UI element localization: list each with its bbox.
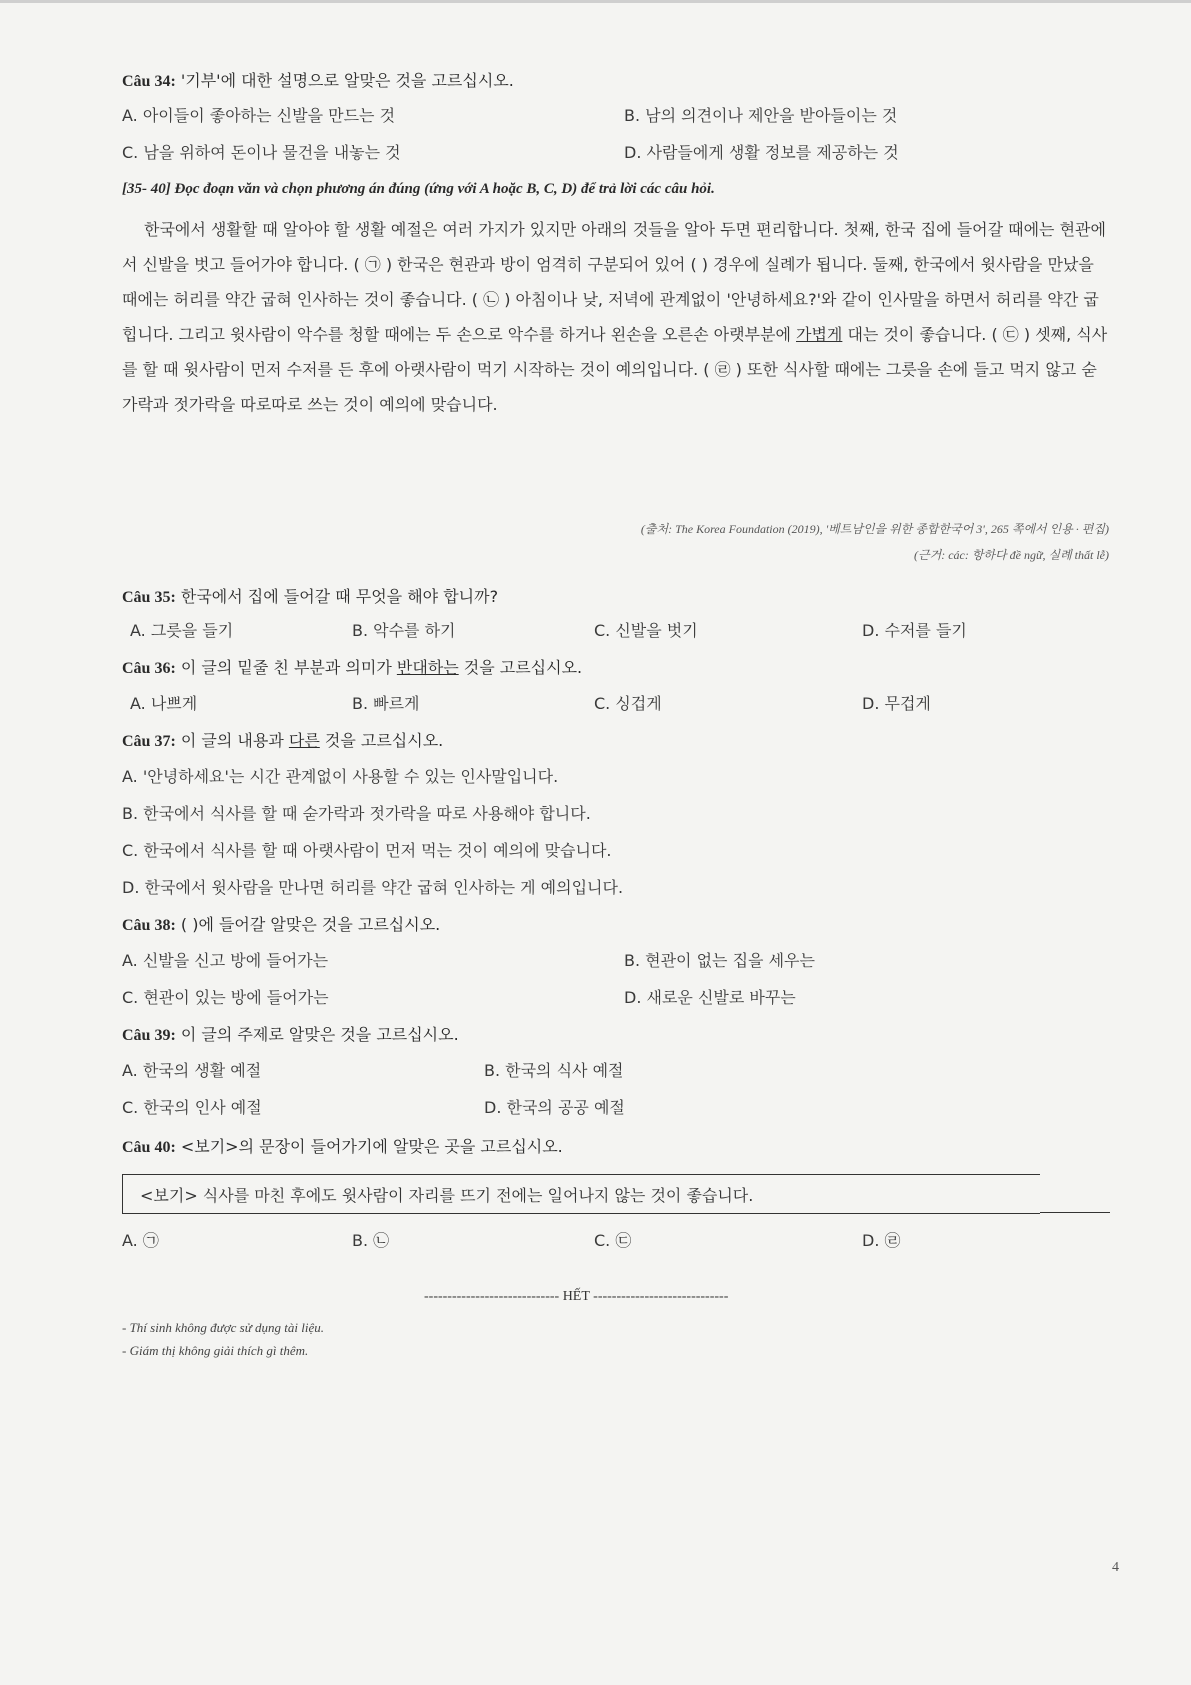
note-2: - Giám thị không giải thích gì thêm. — [122, 1343, 309, 1358]
question-40-text: <보기>의 문장이 들어가기에 알맞은 곳을 고르십시오. — [175, 1137, 563, 1156]
question-39 — [122, 1022, 459, 1045]
question-39-number: Câu 39: — [122, 1027, 176, 1044]
q39-option-b: B. 한국의 식사 예절 — [484, 1061, 624, 1080]
question-37-text-a: 이 글의 내용과 — [175, 731, 289, 750]
question-38 — [122, 912, 440, 935]
q40-option-d: D. ㉣ — [862, 1231, 901, 1250]
example-box-text: <보기> 식사를 마친 후에도 윗사람이 자리를 뜨기 전에는 일어나지 않는 것이 좋습니다. — [140, 1186, 754, 1205]
question-38-text: ( )에 들어갈 알맞은 것을 고르십시오. — [175, 915, 441, 934]
q36-option-d: D. 무겁게 — [862, 694, 931, 713]
q38-option-d: D. 새로운 신발로 바꾸는 — [624, 988, 796, 1007]
passage-source: (출처: The Korea Foundation (2019), '베트남인을 위한 종합한국어 3', 265 쪽에서 인용 · 편집) — [640, 522, 1109, 536]
question-37-underlined: 다른 — [288, 731, 320, 750]
q40-option-a: A. ㉠ — [122, 1231, 159, 1250]
q34-option-a: A. 아이들이 좋아하는 신발을 만드는 것 — [122, 106, 396, 125]
q40-option-b: B. ㉡ — [352, 1231, 390, 1250]
q38-option-a: A. 신발을 신고 방에 들어가는 — [122, 951, 329, 970]
q36-option-c: C. 싱겁게 — [594, 694, 662, 713]
q34-option-b: B. 남의 의견이나 제안을 받아들이는 것 — [624, 106, 898, 125]
question-40 — [122, 1134, 563, 1157]
q38-option-b: B. 현관이 없는 집을 세우는 — [624, 951, 815, 970]
end-mark: ----------------------------- HẾT ----------------------------- — [424, 1289, 729, 1304]
q37-option-b: B. 한국에서 식사를 할 때 숟가락과 젓가락을 따로 사용해야 합니다. — [122, 804, 591, 823]
question-36-text-b: 것을 고르십시오. — [458, 658, 583, 677]
q37-option-c: C. 한국에서 식사를 할 때 아랫사람이 먼저 먹는 것이 예의에 맞습니다. — [122, 841, 612, 860]
note-1: - Thí sinh không được sử dụng tài liệu. — [122, 1320, 325, 1335]
question-34 — [122, 68, 514, 91]
q35-option-c: C. 신발을 벗기 — [594, 621, 698, 640]
q34-option-c: C. 남을 위하여 돈이나 물건을 내놓는 것 — [122, 143, 401, 162]
question-40-number: Câu 40: — [122, 1139, 176, 1156]
q35-option-a: A. 그릇을 들기 — [130, 621, 234, 640]
q36-option-a: A. 나쁘게 — [130, 694, 198, 713]
passage-underlined-word: 가볍게 — [796, 325, 843, 344]
question-39-text: 이 글의 주제로 알맞은 것을 고르십시오. — [175, 1025, 459, 1044]
passage-part-1: 한국에서 생활할 때 알아야 할 생활 예절은 여러 가지가 있지만 아래의 것들을 알아 두면 편리합니다. 첫째, 한국 집에 들어갈 때에는 현관에서 신발을 벗고 들어가야 합니다. ( ㉠ ) 한국은 현관과 방이 엄격히 구분되어 있어 ( ) 경우에 실례가 됩니다. 둘째, 한국에서 윗사람을 만났을 때에는 허리를 약간 굽혀 인사하는 것이 좋습니다. ( ㉡ ) 아침이나 낮, 저녁에 관계없이 '안녕하세요?'와 같이 인사말을 하면서 허리를 약간 굽힙니다. 그리고 윗사람이 악수를 청할 때에는 두 손으로 악수를 하거나 왼손을 오른손 아랫부분에 — [122, 220, 1106, 344]
question-36-underlined: 반대하는 — [396, 658, 459, 677]
question-38-number: Câu 38: — [122, 917, 176, 934]
q39-option-a: A. 한국의 생활 예절 — [122, 1061, 262, 1080]
question-35-number: Câu 35: — [122, 589, 176, 606]
question-35 — [122, 584, 498, 607]
q35-option-b: B. 악수를 하기 — [352, 621, 456, 640]
question-37 — [122, 728, 443, 751]
q37-option-a: A. '안녕하세요'는 시간 관계없이 사용할 수 있는 인사말입니다. — [122, 767, 559, 786]
question-37-text-b: 것을 고르십시오. — [319, 731, 444, 750]
page-number: 4 — [1112, 1560, 1119, 1575]
passage-paragraph — [122, 212, 1110, 422]
section-instruction: [35- 40] Đọc đoạn văn và chọn phương án đúng (ứng với A hoặc B, C, D) để trả lời các câu hỏi. — [122, 181, 715, 197]
question-37-number: Câu 37: — [122, 733, 176, 750]
question-36-text-a: 이 글의 밑줄 친 부분과 의미가 — [175, 658, 397, 677]
q40-option-c: C. ㉢ — [594, 1231, 632, 1250]
question-34-number: Câu 34: — [122, 73, 176, 90]
passage-part-2: 대는 것이 좋습니다. ( ㉢ ) 셋째, 식사를 할 때 윗사람이 먼저 수저를 든 후에 아랫사람이 먹기 시작하는 것이 예의입니다. ( ㉣ ) 또한 식사할 때에는 그릇을 손에 들고 먹지 않고 숟가락과 젓가락을 따로따로 쓰는 것이 예의에 맞습니다. — [122, 325, 1108, 414]
reading-passage — [122, 212, 1110, 422]
q39-option-d: D. 한국의 공공 예절 — [484, 1098, 625, 1117]
passage-glossary: (근거: các: 항하다 đề ngữ, 실례 thất lễ) — [914, 548, 1109, 562]
q36-option-b: B. 빠르게 — [352, 694, 420, 713]
scan-edge — [0, 0, 1191, 3]
question-36 — [122, 655, 582, 678]
question-34-text: '기부'에 대한 설명으로 알맞은 것을 고르십시오. — [175, 71, 514, 90]
q38-option-c: C. 현관이 있는 방에 들어가는 — [122, 988, 329, 1007]
q34-option-d: D. 사람들에게 생활 정보를 제공하는 것 — [624, 143, 899, 162]
q35-option-d: D. 수저를 들기 — [862, 621, 967, 640]
question-36-number: Câu 36: — [122, 660, 176, 677]
example-box-tail — [1040, 1212, 1110, 1213]
question-35-text: 한국에서 집에 들어갈 때 무엇을 해야 합니까? — [175, 587, 499, 606]
q39-option-c: C. 한국의 인사 예절 — [122, 1098, 262, 1117]
q37-option-d: D. 한국에서 윗사람을 만나면 허리를 약간 굽혀 인사하는 게 예의입니다. — [122, 878, 624, 897]
